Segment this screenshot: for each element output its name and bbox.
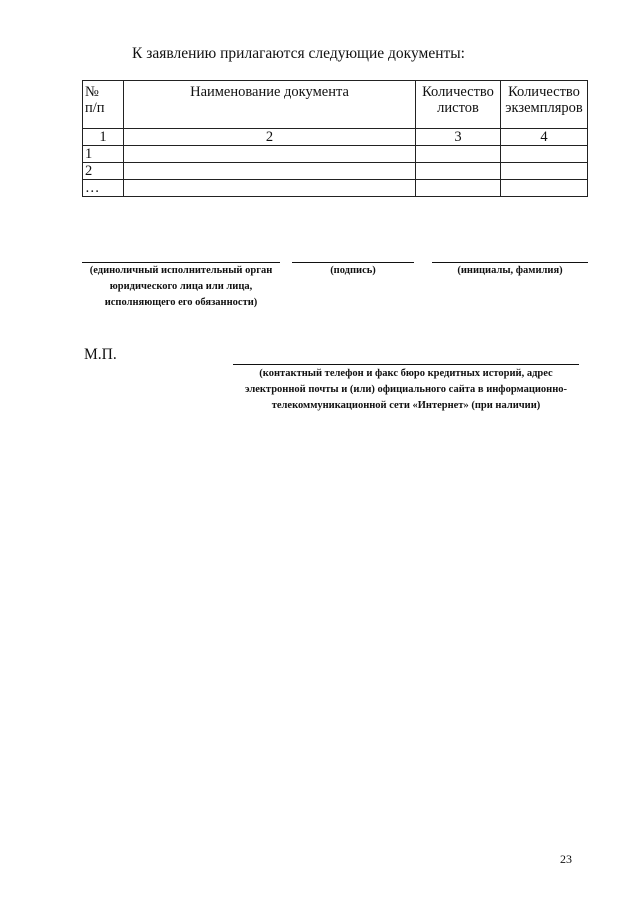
header-name [124,81,416,129]
header-number-line1: № [85,84,99,100]
header-copies-line2: экземпляров [505,100,583,116]
document-name-cell[interactable] [124,180,416,197]
copies-cell[interactable] [501,146,588,163]
column-number: 3 [416,129,501,146]
table-row [83,180,588,197]
header-copies-line1: Количество [508,84,580,100]
copies-cell[interactable] [501,180,588,197]
organ-caption-line1: (единоличный исполнительный орган [89,265,273,276]
organ-caption-line2: юридического лица или лица, [109,281,253,292]
document-name-cell[interactable] [124,163,416,180]
header-number [83,81,124,129]
row-number: … [83,180,124,197]
header-number-line2: п/п [85,100,105,116]
column-numbers-row [83,129,588,146]
intro-text: К заявлению прилагаются следующие документы: [132,45,465,62]
documents-table [82,80,588,197]
header-name-line1: Наименование документа [190,84,349,100]
organ-caption [82,263,280,311]
stamp-label: М.П. [84,346,117,363]
row-number: 1 [83,146,124,163]
copies-cell[interactable] [501,163,588,180]
contact-caption [228,366,584,414]
contact-caption-line2: электронной почты и (или) официального сайта в информационно- [244,384,568,395]
contact-caption-line1: (контактный телефон и факс бюро кредитных историй, адрес [259,368,553,379]
column-number: 4 [501,129,588,146]
page-number: 23 [560,852,572,866]
sheets-cell[interactable] [416,146,501,163]
signature-caption: (подпись) [330,265,376,276]
header-sheets [416,81,501,129]
sheets-cell[interactable] [416,163,501,180]
contact-line[interactable] [233,364,579,365]
sheets-cell[interactable] [416,180,501,197]
column-number: 2 [124,129,416,146]
initials-caption: (инициалы, фамилия) [457,265,563,276]
column-number: 1 [83,129,124,146]
contact-caption-line3: телекоммуникационной сети «Интернет» (при наличии) [271,400,541,411]
document-name-cell[interactable] [124,146,416,163]
header-sheets-line2: листов [437,100,479,116]
organ-caption-line3: исполняющего его обязанности) [104,297,258,308]
table-header-row [83,81,588,129]
table-row [83,146,588,163]
header-sheets-line1: Количество [422,84,494,100]
table-row [83,163,588,180]
row-number: 2 [83,163,124,180]
header-copies [501,81,588,129]
